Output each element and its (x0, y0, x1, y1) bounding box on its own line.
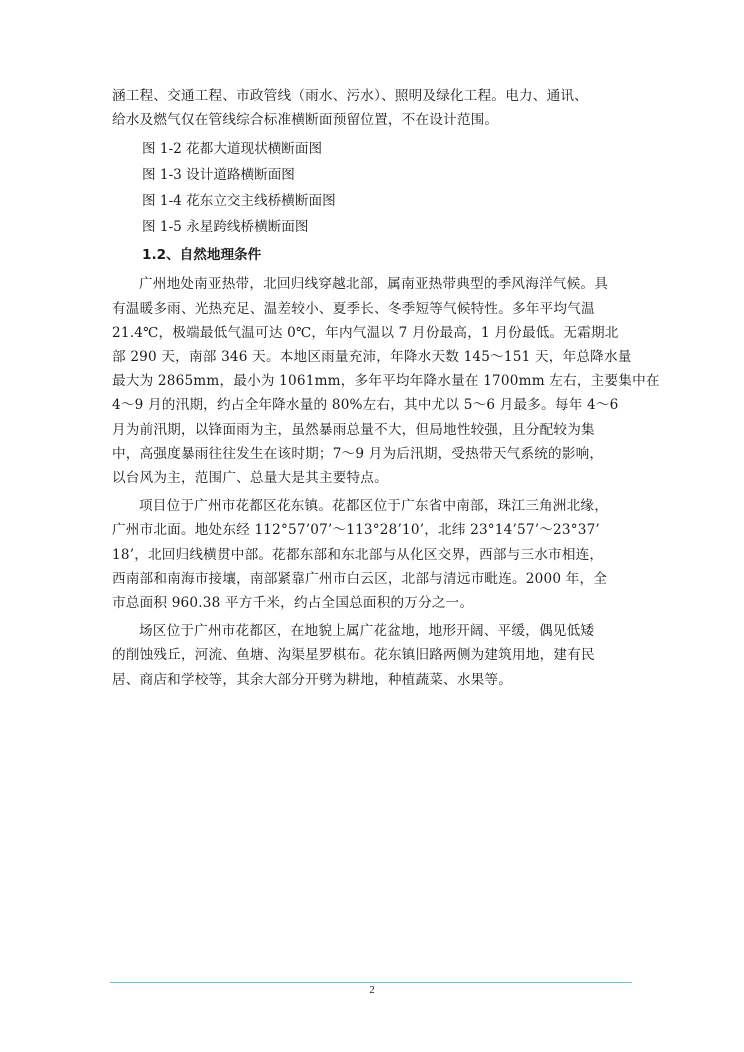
site-paragraph (112, 619, 638, 692)
text-line: 广州市北面。地处东经 112°57’07’～113°28’10’，北纬 23°14’57’～23°37’ (112, 522, 600, 539)
text-line: 市总面积 960.38 平方千米，约占全国总面积的万分之一。 (112, 595, 474, 612)
section-heading: 1.2、自然地理条件 (142, 247, 262, 264)
text-line: 给水及燃气仅在管线综合标准横断面预留位置，不在设计范围。 (112, 112, 499, 129)
figure-item: 图 1-5 永星跨线桥横断面图 (142, 219, 309, 236)
intro-paragraph (112, 84, 638, 132)
text-line: 有温暖多雨、光热充足、温差较小、夏季长、冬季短等气候特性。多年平均气温 (112, 300, 595, 317)
text-line: 中，高强度暴雨往往发生在该时期；7～9 月为后汛期，受热带天气系统的影响， (112, 445, 604, 462)
text-line: 的削蚀残丘，河流、鱼塘、沟渠星罗棋布。花东镇旧路两侧为建筑用地，建有民 (112, 647, 595, 664)
figure-item: 图 1-4 花东立交主线桥横断面图 (142, 193, 336, 210)
page-content (112, 84, 660, 696)
text-line: 18’，北回归线横贯中部。花都东部和东北部与从化区交界，西部与三水市相连， (112, 546, 604, 563)
page-number: 2 (369, 984, 375, 996)
text-line: 场区位于广州市花都区，在地貌上属广花盆地，地形开阔、平缓，偶见低矮 (139, 623, 595, 640)
figure-item: 图 1-2 花都大道现状横断面图 (142, 141, 323, 158)
text-line: 居、商店和学校等，其余大部分开劈为耕地，种植蔬菜、水果等。 (112, 671, 513, 688)
text-line: 最大为 2865mm，最小为 1061mm，多年平均年降水量在 1700mm 左右，主要集中在 (112, 373, 660, 390)
climate-paragraph (112, 272, 660, 490)
text-line: 21.4℃，极端最低气温可达 0℃，年内气温以 7 月份最高，1 月份最低。无霜期北 (112, 324, 619, 341)
figure-item: 图 1-3 设计道路横断面图 (142, 167, 295, 184)
text-line: 部 290 天，南部 346 天。本地区雨量充沛，年降水天数 145～151 天，年总降水量 (112, 349, 632, 366)
text-line: 涵工程、交通工程、市政管线（雨水、污水）、照明及绿化工程。电力、通讯、 (112, 88, 588, 104)
text-line: 项目位于广州市花都区花东镇。花都区位于广东省中南部，珠江三角洲北缘， (139, 498, 608, 515)
text-line: 月为前汛期，以锋面雨为主，虽然暴雨总量不大，但局地性较强，且分配较为集 (112, 421, 595, 438)
footer-divider (110, 982, 632, 983)
location-paragraph (112, 494, 638, 615)
figure-list (112, 136, 638, 240)
text-line: 西南部和南海市接壤，南部紧靠广州市白云区，北部与清远市毗连。2000 年，全 (112, 570, 608, 587)
text-line: 以台风为主，范围广、总量大是其主要特点。 (112, 470, 388, 487)
text-line: 广州地处南亚热带，北回归线穿越北部，属南亚热带典型的季风海洋气候。具 (139, 276, 608, 293)
text-line: 4～9 月的汛期，约占全年降水量的 80%左右，其中尤以 5～6 月最多。每年 4～6 (112, 397, 619, 414)
